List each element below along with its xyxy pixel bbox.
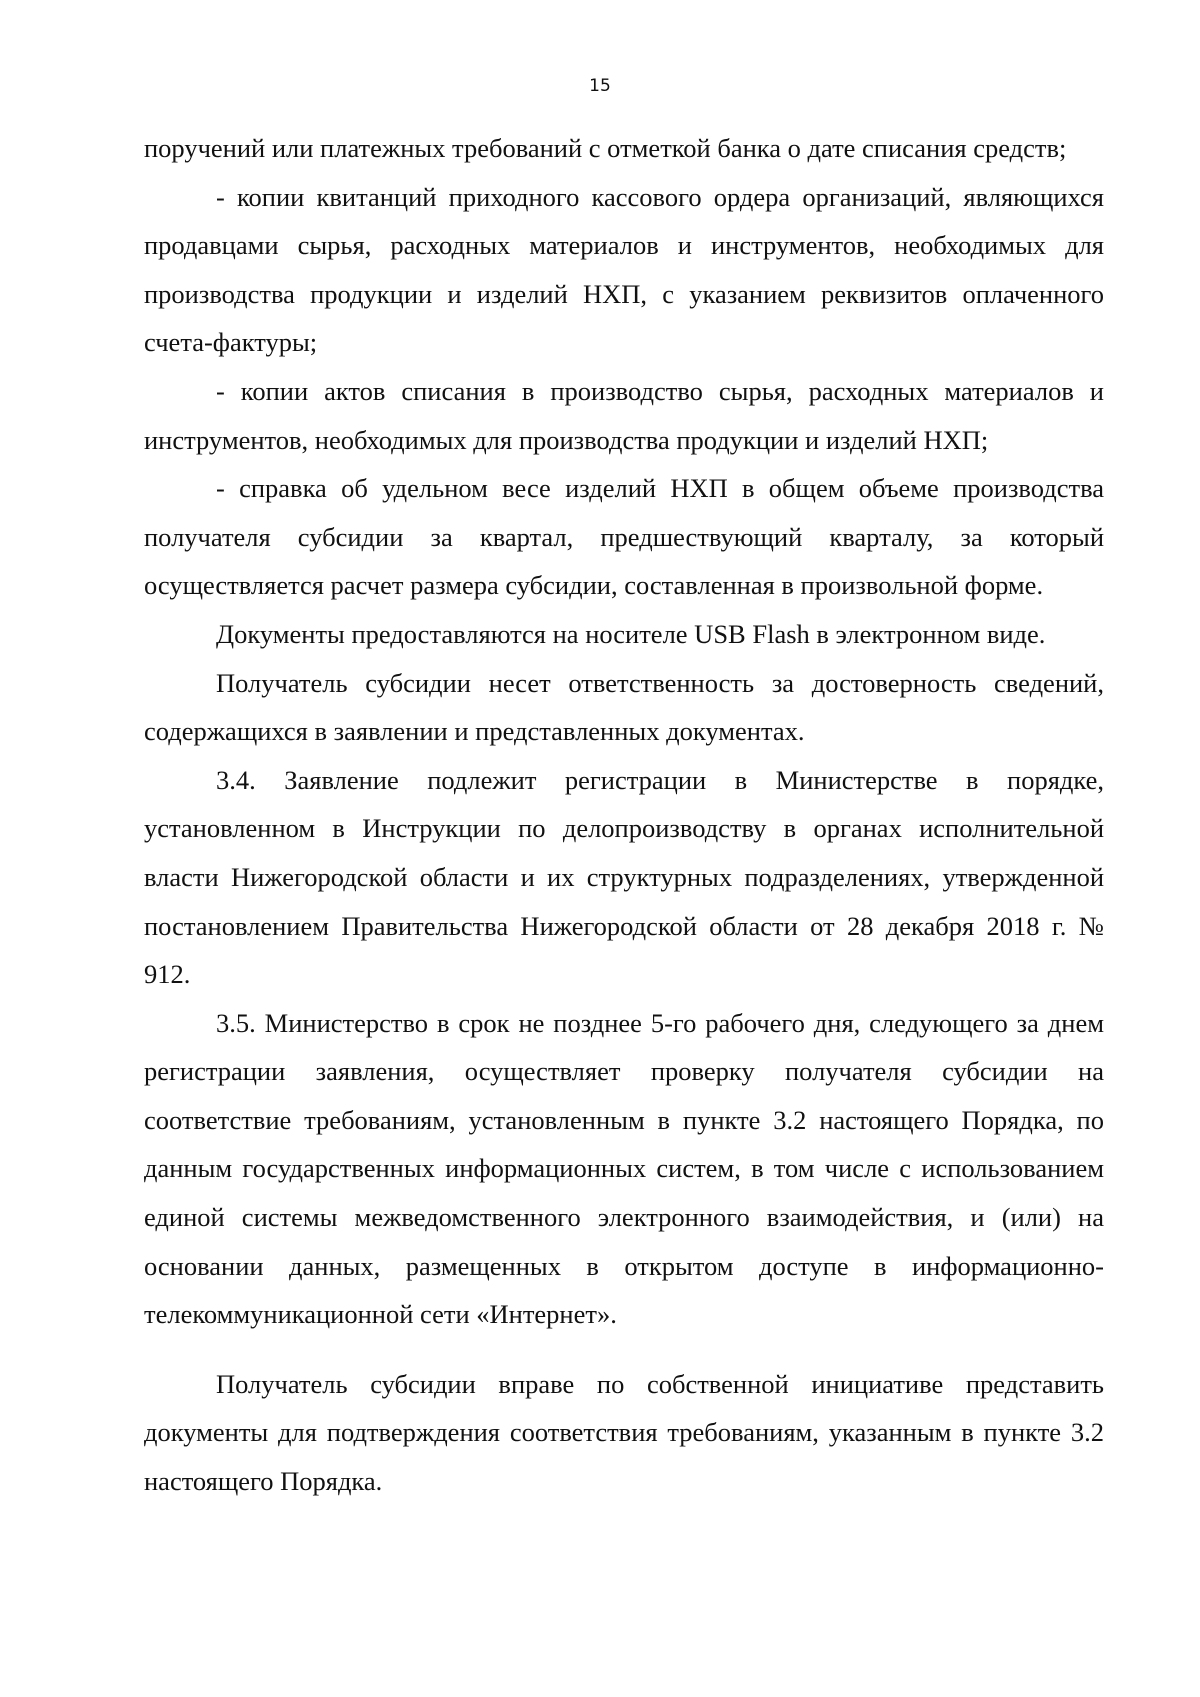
page-number: 15 [589,76,611,96]
list-item-share-certificate: - справка об удельном весе изделий НХП в общем объеме производства получателя субсидии за квартал, предшествующий кварталу, за который осуществляется расчет размера субсидии, составленная в произвольной форме. [144,473,1104,601]
document-body [144,124,1104,1506]
list-item-receipt-copies: - копии квитанций приходного кассового ордера организаций, являющихся продавцами сырья, расходных материалов и инструментов, необходимых для производства продукции и изделий НХП, с указанием реквизитов оплаченного счета-фактуры; [144,181,1104,358]
paragraph-usb-flash: Документы предоставляются на носителе USB Flash в электронном виде. [216,618,1046,649]
list-item-writeoff-acts: - копии актов списания в производство сырья, расходных материалов и инструментов, необходимых для производства продукции и изделий НХП; [144,375,1104,455]
clause-3-4: 3.4. Заявление подлежит регистрации в Министерстве в порядке, установленном в Инструкции по делопроизводству в органах исполнительной власти Нижегородской области и их структурных подразделениях, утвержденной постановлением Правительства Нижегородской области от 28 декабря 2018 г. № 912. [144,764,1104,990]
clause-3-5: 3.5. Министерство в срок не позднее 5-го рабочего дня, следующего за днем регистрации заявления, осуществляет проверку получателя субсидии на соответствие требованиям, установленным в пункте 3.2 настоящего Порядка, по данным государственных информационных систем, в том числе с использованием единой системы межведомственного электронного взаимодействия, и (или) на основании данных, размещенных в открытом доступе в информационно-телекоммуникационной сети «Интернет». [144,1007,1104,1330]
paragraph-responsibility: Получатель субсидии несет ответственность за достоверность сведений, содержащихся в заявлении и представленных документах. [144,667,1104,747]
paragraph-continuation: поручений или платежных требований с отметкой банка о дате списания средств; [144,133,1067,163]
paragraph-own-initiative: Получатель субсидии вправе по собственной инициативе представить документы для подтверждения соответствия требованиям, указанным в пункте 3.2 настоящего Порядка. [144,1368,1104,1497]
